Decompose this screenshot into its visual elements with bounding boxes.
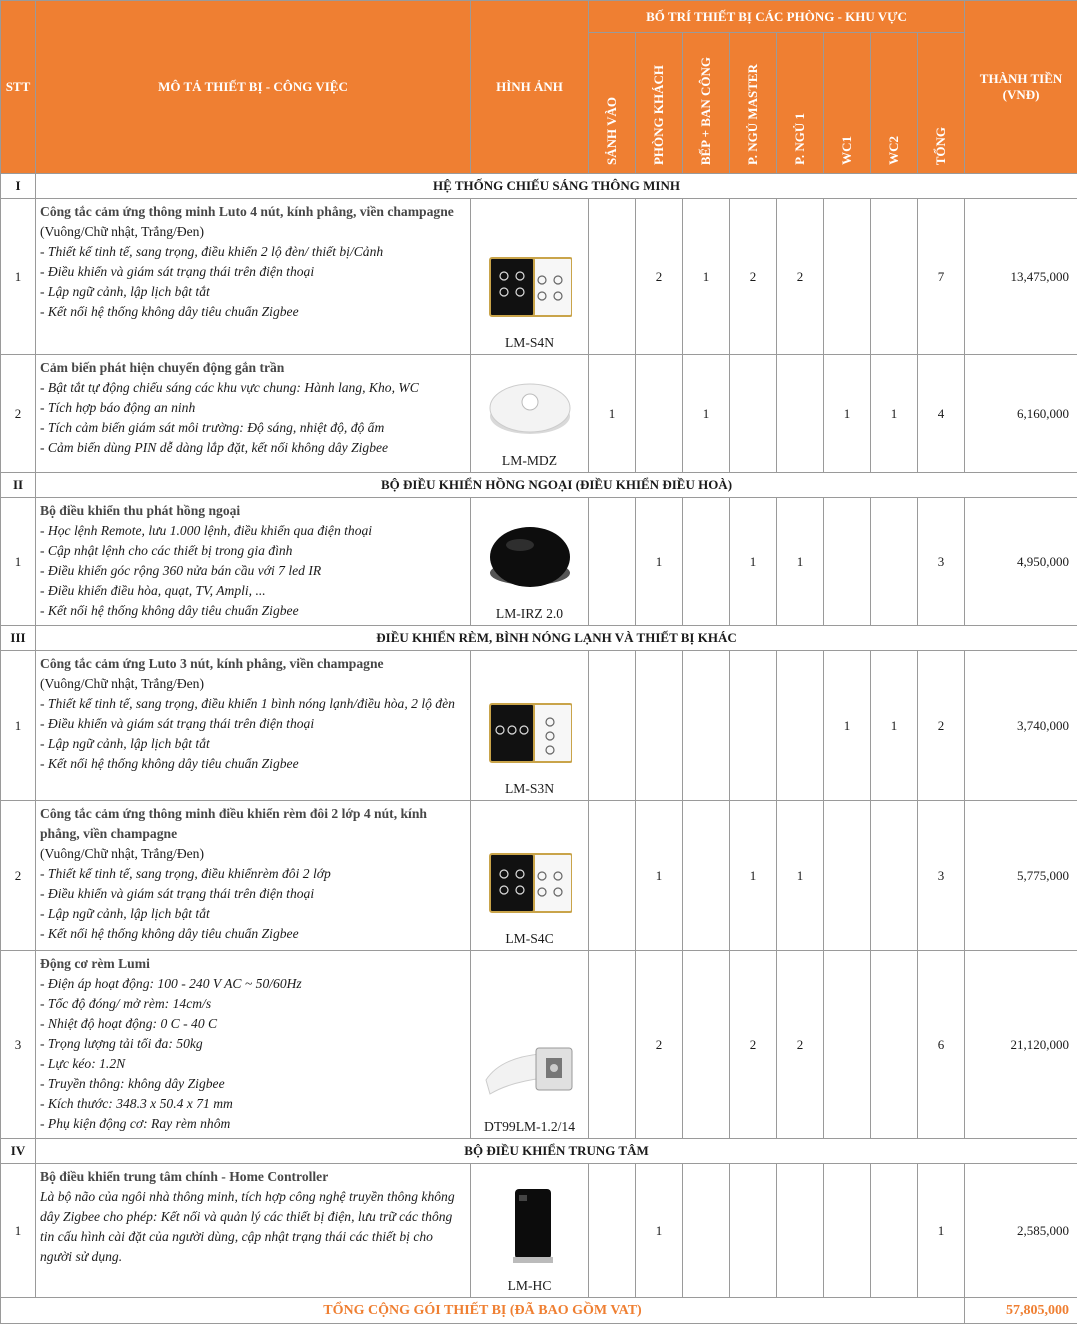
item-feature: - Điện áp hoạt động: 100 - 240 V AC ~ 50/60Hz — [40, 974, 466, 994]
item-feature: - Tích cảm biến giám sát môi trường: Độ sáng, nhiệt độ, độ ẩm — [40, 418, 466, 438]
item-row — [1, 355, 1077, 473]
item-feature: - Truyền thông: không dây Zigbee — [40, 1074, 466, 1094]
header-room-4: P. NGỦ 1 — [777, 33, 824, 174]
item-feature: - Trọng lượng tải tối đa: 50kg — [40, 1034, 466, 1054]
item-amount: 2,585,000 — [965, 1164, 1077, 1298]
ir-controller-icon — [488, 515, 572, 595]
item-qty-1 — [636, 651, 683, 801]
item-amount: 4,950,000 — [965, 498, 1077, 626]
item-qty-5: 1 — [824, 355, 871, 473]
header-room-1: PHÒNG KHÁCH — [636, 33, 683, 174]
item-qty-1: 2 — [636, 199, 683, 355]
item-feature: - Lập ngữ cảnh, lập lịch bật tắt — [40, 734, 466, 754]
item-qty-7: 7 — [918, 199, 965, 355]
item-qty-2 — [683, 951, 730, 1139]
item-qty-5 — [824, 801, 871, 951]
item-feature: - Điều khiển và giám sát trạng thái trên điện thoại — [40, 884, 466, 904]
item-image — [471, 1164, 589, 1298]
header-rooms-group: BỐ TRÍ THIẾT BỊ CÁC PHÒNG - KHU VỰC — [589, 1, 965, 33]
item-model: DT99LM-1.2/14 — [471, 1118, 588, 1136]
header-room-5: WC1 — [824, 33, 871, 174]
item-qty-2 — [683, 801, 730, 951]
item-qty-7: 3 — [918, 801, 965, 951]
item-image — [471, 651, 589, 801]
item-qty-3: 1 — [730, 498, 777, 626]
header-image: HÌNH ẢNH — [471, 1, 589, 174]
switch-3-icon — [488, 700, 572, 770]
header-amount: THÀNH TIỀN (VNĐ) — [965, 1, 1077, 174]
section-title: ĐIỀU KHIỂN RÈM, BÌNH NÓNG LẠNH VÀ THIẾT BỊ KHÁC — [36, 626, 1077, 651]
item-qty-7: 2 — [918, 651, 965, 801]
header-description: MÔ TẢ THIẾT BỊ - CÔNG VIỆC — [36, 1, 471, 174]
item-description — [36, 498, 471, 626]
item-qty-0 — [589, 199, 636, 355]
section-roman: IV — [1, 1139, 36, 1164]
item-feature: - Kết nối hệ thống không dây tiêu chuẩn Zigbee — [40, 754, 466, 774]
item-amount: 3,740,000 — [965, 651, 1077, 801]
item-qty-2: 1 — [683, 199, 730, 355]
item-qty-4 — [777, 651, 824, 801]
item-subtitle: (Vuông/Chữ nhật, Trắng/Đen) — [40, 222, 466, 242]
item-qty-5 — [824, 199, 871, 355]
item-stt: 2 — [1, 801, 36, 951]
item-qty-6 — [871, 199, 918, 355]
item-stt: 1 — [1, 498, 36, 626]
curtain-motor-icon — [480, 1038, 580, 1108]
item-qty-0 — [589, 951, 636, 1139]
section-title: BỘ ĐIỀU KHIỂN HỒNG NGOẠI (ĐIỀU KHIỂN ĐIỀU HOÀ) — [36, 473, 1077, 498]
item-description — [36, 355, 471, 473]
item-qty-6 — [871, 498, 918, 626]
item-qty-7: 4 — [918, 355, 965, 473]
item-model: LM-S4N — [471, 334, 588, 352]
item-qty-7: 1 — [918, 1164, 965, 1298]
item-qty-1 — [636, 355, 683, 473]
item-qty-3 — [730, 651, 777, 801]
item-title: Bộ điều khiển thu phát hồng ngoại — [40, 501, 466, 521]
item-qty-0: 1 — [589, 355, 636, 473]
item-qty-1: 1 — [636, 498, 683, 626]
item-title: Công tắc cảm ứng Luto 3 nút, kính phẳng, viền champagne — [40, 654, 466, 674]
item-feature: - Thiết kế tinh tế, sang trọng, điều khiển 1 bình nóng lạnh/điều hòa, 2 lộ đèn — [40, 694, 466, 714]
total-row — [1, 1298, 1077, 1324]
item-qty-7: 6 — [918, 951, 965, 1139]
item-qty-1: 2 — [636, 951, 683, 1139]
item-qty-2 — [683, 1164, 730, 1298]
item-feature: - Thiết kế tinh tế, sang trọng, điều khiểnrèm đôi 2 lớp — [40, 864, 466, 884]
item-feature: - Điều khiển và giám sát trạng thái trên điện thoại — [40, 262, 466, 282]
item-amount: 5,775,000 — [965, 801, 1077, 951]
item-model: LM-MDZ — [471, 452, 588, 470]
item-model: LM-HC — [471, 1277, 588, 1295]
item-title: Công tắc cảm ứng thông minh Luto 4 nút, kính phẳng, viền champagne — [40, 202, 466, 222]
item-feature: - Phụ kiện động cơ: Ray rèm nhôm — [40, 1114, 466, 1134]
item-qty-4: 2 — [777, 199, 824, 355]
item-title: Bộ điều khiển trung tâm chính - Home Controller — [40, 1167, 466, 1187]
item-image — [471, 951, 589, 1139]
section-row — [1, 626, 1077, 651]
item-qty-3 — [730, 355, 777, 473]
item-qty-4: 1 — [777, 801, 824, 951]
item-row — [1, 1164, 1077, 1298]
item-amount: 13,475,000 — [965, 199, 1077, 355]
item-qty-4: 2 — [777, 951, 824, 1139]
section-row — [1, 1139, 1077, 1164]
section-roman: I — [1, 174, 36, 199]
item-feature: - Lực kéo: 1.2N — [40, 1054, 466, 1074]
motion-sensor-icon — [488, 372, 572, 442]
item-paragraph: Là bộ não của ngôi nhà thông minh, tích hợp công nghệ truyền thông không dây Zigbee cho phép: Kết nối và quản lý các thiết bị điện, lưu trữ các thông tin cấu hình cài đặt của người dùng, cập nhật trạng thái các thiết bị cho người sử dụng. — [40, 1187, 466, 1267]
item-model: LM-S4C — [471, 930, 588, 948]
section-roman: II — [1, 473, 36, 498]
section-row — [1, 174, 1077, 199]
item-qty-0 — [589, 498, 636, 626]
item-qty-1: 1 — [636, 801, 683, 951]
item-qty-6 — [871, 951, 918, 1139]
item-qty-0 — [589, 801, 636, 951]
item-feature: - Cập nhật lệnh cho các thiết bị trong gia đình — [40, 541, 466, 561]
item-row — [1, 801, 1077, 951]
item-qty-5 — [824, 498, 871, 626]
item-feature: - Thiết kế tinh tế, sang trọng, điều khiển 2 lộ đèn/ thiết bị/Cảnh — [40, 242, 466, 262]
item-qty-2: 1 — [683, 355, 730, 473]
total-amount: 57,805,000 — [965, 1298, 1077, 1324]
item-qty-7: 3 — [918, 498, 965, 626]
item-qty-1: 1 — [636, 1164, 683, 1298]
item-image — [471, 801, 589, 951]
item-stt: 3 — [1, 951, 36, 1139]
section-roman: III — [1, 626, 36, 651]
item-row — [1, 498, 1077, 626]
header-room-3: P. NGỦ MASTER — [730, 33, 777, 174]
item-qty-3: 2 — [730, 951, 777, 1139]
total-label: TỔNG CỘNG GÓI THIẾT BỊ (ĐÃ BAO GỒM VAT) — [1, 1298, 965, 1324]
home-controller-icon — [495, 1183, 565, 1267]
item-feature: - Bật tắt tự động chiếu sáng các khu vực chung: Hành lang, Kho, WC — [40, 378, 466, 398]
item-qty-3: 2 — [730, 199, 777, 355]
item-feature: - Tích hợp báo động an ninh — [40, 398, 466, 418]
item-description — [36, 801, 471, 951]
item-row — [1, 651, 1077, 801]
item-description — [36, 951, 471, 1139]
item-row — [1, 951, 1077, 1139]
item-description — [36, 651, 471, 801]
item-model: LM-S3N — [471, 780, 588, 798]
switch-4-icon — [488, 254, 572, 324]
item-stt: 1 — [1, 199, 36, 355]
item-qty-2 — [683, 498, 730, 626]
item-qty-0 — [589, 1164, 636, 1298]
item-qty-5: 1 — [824, 651, 871, 801]
item-qty-6: 1 — [871, 355, 918, 473]
item-feature: - Kết nối hệ thống không dây tiêu chuẩn Zigbee — [40, 601, 466, 621]
section-title: HỆ THỐNG CHIẾU SÁNG THÔNG MINH — [36, 174, 1077, 199]
item-feature: - Nhiệt độ hoạt động: 0 C - 40 C — [40, 1014, 466, 1034]
item-feature: - Học lệnh Remote, lưu 1.000 lệnh, điều khiển qua điện thoại — [40, 521, 466, 541]
item-feature: - Cảm biến dùng PIN dễ dàng lắp đặt, kết nối không dây Zigbee — [40, 438, 466, 458]
item-qty-4 — [777, 1164, 824, 1298]
section-row — [1, 473, 1077, 498]
item-model: LM-IRZ 2.0 — [471, 605, 588, 623]
item-description — [36, 199, 471, 355]
item-image — [471, 498, 589, 626]
item-feature: - Tốc độ đóng/ mở rèm: 14cm/s — [40, 994, 466, 1014]
section-title: BỘ ĐIỀU KHIỂN TRUNG TÂM — [36, 1139, 1077, 1164]
header-stt: STT — [1, 1, 36, 174]
item-feature: - Kích thước: 348.3 x 50.4 x 71 mm — [40, 1094, 466, 1114]
header-room-2: BẾP + BAN CÔNG — [683, 33, 730, 174]
item-feature: - Lập ngữ cảnh, lập lịch bật tắt — [40, 904, 466, 924]
item-feature: - Điều khiển và giám sát trạng thái trên điện thoại — [40, 714, 466, 734]
item-amount: 6,160,000 — [965, 355, 1077, 473]
item-feature: - Kết nối hệ thống không dây tiêu chuẩn Zigbee — [40, 302, 466, 322]
item-stt: 1 — [1, 651, 36, 801]
item-image — [471, 355, 589, 473]
item-stt: 2 — [1, 355, 36, 473]
item-qty-4 — [777, 355, 824, 473]
item-feature: - Điều khiển điều hòa, quạt, TV, Ampli, ... — [40, 581, 466, 601]
item-qty-6: 1 — [871, 651, 918, 801]
header-room-7: TỔNG — [918, 33, 965, 174]
item-qty-3: 1 — [730, 801, 777, 951]
curtain-switch-icon — [488, 850, 572, 920]
header-room-6: WC2 — [871, 33, 918, 174]
item-qty-6 — [871, 1164, 918, 1298]
item-feature: - Kết nối hệ thống không dây tiêu chuẩn Zigbee — [40, 924, 466, 944]
item-image — [471, 199, 589, 355]
item-qty-4: 1 — [777, 498, 824, 626]
item-subtitle: (Vuông/Chữ nhật, Trắng/Đen) — [40, 844, 466, 864]
item-qty-3 — [730, 1164, 777, 1298]
item-title: Cảm biến phát hiện chuyển động gắn trần — [40, 358, 466, 378]
item-stt: 1 — [1, 1164, 36, 1298]
item-subtitle: (Vuông/Chữ nhật, Trắng/Đen) — [40, 674, 466, 694]
item-feature: - Điều khiển góc rộng 360 nửa bán cầu với 7 led IR — [40, 561, 466, 581]
item-description — [36, 1164, 471, 1298]
item-feature: - Lập ngữ cảnh, lập lịch bật tắt — [40, 282, 466, 302]
header-room-0: SẢNH VÀO — [589, 33, 636, 174]
item-amount: 21,120,000 — [965, 951, 1077, 1139]
item-row — [1, 199, 1077, 355]
item-qty-5 — [824, 951, 871, 1139]
item-qty-0 — [589, 651, 636, 801]
item-title: Công tắc cảm ứng thông minh điều khiển rèm đôi 2 lớp 4 nút, kính phẳng, viền champagne — [40, 804, 466, 844]
item-qty-5 — [824, 1164, 871, 1298]
item-qty-2 — [683, 651, 730, 801]
item-title: Động cơ rèm Lumi — [40, 954, 466, 974]
item-qty-6 — [871, 801, 918, 951]
